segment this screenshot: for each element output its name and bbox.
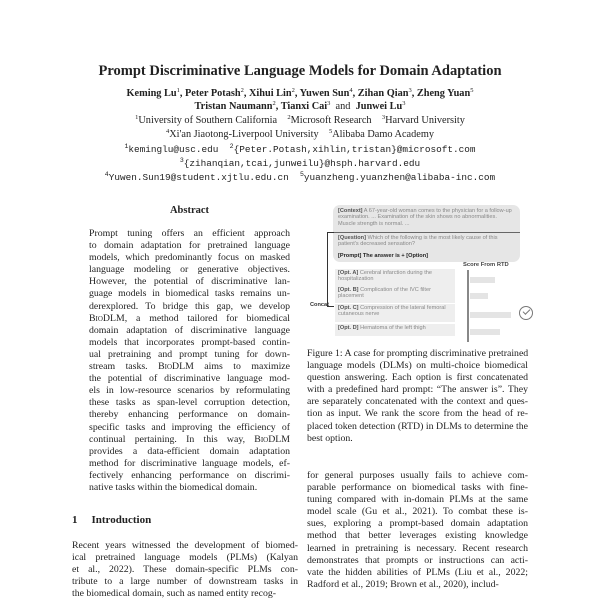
text-line: ual pretraining and prompt tuning for down- — [89, 348, 290, 360]
option-label: [Opt. C] — [338, 305, 359, 311]
entry-name: Alibaba Damo Academy — [332, 129, 434, 140]
separator — [319, 129, 329, 140]
separator — [277, 115, 287, 126]
prompt-option: [Option] — [406, 253, 428, 259]
option-label: [Opt. A] — [338, 270, 359, 276]
paper-title: Prompt Discriminative Language Models for Domain Adaptation — [98, 63, 502, 79]
separator: and — [330, 101, 356, 112]
text-line: sues, exploring a prompt-based domain adaptation — [307, 518, 528, 530]
emails-line-1 — [0, 144, 600, 155]
list-entry — [105, 172, 289, 183]
entry-name: yuanzheng.yuanzhen@alibaba-inc.com — [303, 172, 496, 183]
text-line: stream tasks. BioDLM aims to maximize — [89, 361, 290, 373]
entry-name: {Peter.Potash,xihlin,tristan}@microsoft.com — [233, 144, 476, 155]
entry-superscript: 3 — [179, 157, 184, 164]
emails-line-3 — [0, 172, 600, 183]
entry-name: Tianxi Cai — [280, 101, 328, 112]
context-body: A 67-year-old woman comes to the physician for a follow-up examination. ... Examination of the skin shows no abnormalities. Muscle strength is normal. ... — [338, 208, 512, 227]
question-body: Which of the following is the most likely cause of this patient's decreased sensation? — [338, 235, 498, 248]
text-line: model scale (Gu et al., 2021). To combat these is- — [307, 506, 528, 518]
score-bar-a — [470, 277, 495, 283]
context-divider — [333, 232, 520, 233]
context-label: [Context] — [338, 208, 363, 214]
text-line: with a predefined hard prompt: “The answer is”. They — [307, 384, 528, 396]
entry-name: Zheng Yuan — [416, 88, 471, 99]
prompt-body: The answer is + — [362, 253, 407, 259]
section-title: Introduction — [91, 514, 152, 526]
list-entry — [300, 88, 353, 99]
entry-superscript: 1 — [135, 114, 139, 121]
entry-name: Xihui Lin — [249, 88, 292, 99]
entry-superscript: 4 — [165, 128, 170, 135]
list-entry — [195, 101, 276, 112]
section-heading-introduction — [72, 514, 151, 526]
entry-name: Microsoft Research — [290, 115, 372, 126]
entry-name: Peter Potash — [185, 88, 241, 99]
text-line: guage models in biomedical tasks remains un- — [89, 288, 290, 300]
option-b — [335, 286, 455, 303]
text-line: Recent years witnessed the development of biomed- — [72, 540, 298, 551]
text-line: thereby enhancing performance on domain- — [89, 409, 290, 421]
affiliations-line-2 — [0, 129, 600, 140]
text-line: However, the potential of discriminative lan- — [89, 276, 290, 288]
list-entry — [124, 144, 218, 155]
authors-line-1 — [0, 88, 600, 99]
text-line: demonstrates that prompts or instructions can acti- — [307, 554, 528, 566]
separator: , — [243, 88, 249, 99]
separator — [289, 172, 300, 183]
option-text: Compression of the lateral femoral cutaneous nerve — [338, 305, 446, 318]
text-line: language models (DLMs) on multi-choice biomedical — [307, 360, 528, 372]
entry-name: Zihan Qian — [357, 88, 409, 99]
list-entry — [135, 115, 277, 126]
figure-caption — [307, 348, 528, 445]
list-entry — [185, 88, 244, 99]
abstract-body — [89, 228, 290, 494]
text-line: tion as input. We rank the score from the head of re- — [307, 408, 528, 420]
entry-superscript: 4 — [349, 87, 353, 94]
text-line: et al., 2022). These domain-specific PLMs con- — [72, 564, 298, 576]
text-line: learned in pretraining is necessary. Recent research — [307, 542, 528, 554]
entry-superscript: 4 — [104, 171, 109, 178]
list-entry — [230, 144, 476, 155]
separator: , — [411, 88, 417, 99]
text-line: fectively enhancing performance on discrimi- — [89, 469, 290, 481]
text-line: native tasks within the biomedical domain. — [89, 481, 258, 493]
list-entry — [166, 129, 319, 140]
text-line: derexplored. To bridge this gap, we develop — [89, 300, 290, 312]
text-line: best option. — [307, 432, 353, 444]
text-line: for general purposes usually fails to achieve com- — [307, 470, 528, 481]
text-line: the biomedical domain, such as named entity recog- — [72, 588, 277, 600]
list-entry — [249, 88, 295, 99]
entry-name: keminglu@usc.edu — [128, 144, 219, 155]
context-text — [338, 208, 516, 227]
text-line: Radford et al., 2019; Brown et al., 2020), includ- — [307, 578, 499, 590]
question-label: [Question] — [338, 235, 366, 241]
option-a — [335, 269, 455, 286]
affiliations-line-1 — [0, 115, 600, 126]
score-bar-d — [470, 329, 500, 335]
score-bar-b — [470, 293, 488, 299]
entry-superscript: 3 — [402, 100, 406, 107]
text-line: BioDLM, a method tailored for biomedical — [89, 312, 290, 324]
entry-superscript: 2 — [229, 143, 234, 150]
text-line: Prompt tuning offers an efficient approach — [89, 228, 290, 239]
text-line: provides a data-efficient domain adaptation — [89, 445, 290, 457]
score-heading: Score From RTD — [463, 262, 509, 268]
entry-name: Junwei Lu — [355, 101, 403, 112]
option-c — [335, 304, 455, 322]
entry-superscript: 5 — [328, 128, 333, 135]
entry-name: Yuwen Sun — [299, 88, 350, 99]
list-entry — [300, 172, 495, 183]
separator — [218, 144, 229, 155]
concat-label: Concat — [310, 302, 329, 308]
list-entry — [180, 158, 420, 169]
text-line: parable performance on biomedical tasks with fine- — [307, 482, 528, 494]
option-d — [335, 324, 455, 336]
text-line: els in low-resource scenarios by reformulating — [89, 385, 290, 397]
emails-line-2 — [0, 158, 600, 169]
option-label: [Opt. B] — [338, 287, 359, 293]
text-line: specific tasks and improving the efficiency of — [89, 421, 290, 433]
entry-superscript: 5 — [470, 87, 474, 94]
list-entry — [358, 88, 412, 99]
entry-superscript: 1 — [176, 87, 180, 94]
list-entry — [356, 101, 406, 112]
entry-name: Keming Lu — [126, 88, 177, 99]
right-column-body — [307, 470, 528, 591]
text-line: are separately concatenated with the context and ques- — [307, 396, 528, 408]
text-line: these tasks as span-level corruption detection, — [89, 397, 290, 409]
authors-line-2 — [0, 101, 600, 112]
option-label: [Opt. D] — [338, 325, 359, 331]
text-line: the potential of discriminative language mod- — [89, 373, 290, 385]
entry-superscript: 3 — [381, 114, 386, 121]
text-line: placed token detection (RTD) in DLMs to determine the — [307, 420, 528, 432]
entry-superscript: 2 — [272, 100, 276, 107]
option-text: Cerebral infarction during the hospitalization — [338, 270, 432, 283]
separator — [372, 115, 382, 126]
text-line: tribute to a large number of downstream tasks in — [72, 576, 298, 588]
abstract-heading: Abstract — [169, 205, 210, 216]
list-entry — [417, 88, 474, 99]
text-line: domain adaptation of discriminative language — [89, 324, 290, 336]
entry-name: {zihanqian,tcai,junweilu}@hsph.harvard.edu — [183, 158, 421, 169]
text-line: question answering. Each option is first concatenated — [307, 372, 528, 384]
introduction-body — [72, 540, 298, 600]
entry-superscript: 1 — [124, 143, 129, 150]
text-line: models, which predominantly focus on masked — [89, 252, 290, 264]
entry-name: Yuwen.Sun19@student.xjtlu.edu.cn — [108, 172, 289, 183]
entry-name: Tristan Naumann — [194, 101, 273, 112]
list-entry — [287, 115, 371, 126]
list-entry — [382, 115, 465, 126]
text-line: tuning compared with in-domain PLMs at the same — [307, 494, 528, 506]
concat-bracket-arrow — [327, 232, 334, 307]
entry-name: Xi'an Jiaotong-Liverpool University — [169, 129, 319, 140]
prompt-text — [338, 253, 428, 259]
separator: , — [352, 88, 358, 99]
text-line: to domain adaptation for pretrained language — [89, 240, 290, 252]
text-line: Figure 1: A case for prompting discriminative pretrained — [307, 348, 529, 359]
list-entry — [127, 88, 180, 99]
entry-name: Harvard University — [385, 115, 465, 126]
separator: , — [179, 88, 186, 99]
prompt-label: [Prompt] — [338, 253, 362, 259]
entry-superscript: 2 — [240, 87, 244, 94]
authors-line-2-names — [195, 101, 406, 112]
entry-superscript: 3 — [327, 100, 331, 107]
score-bar-c — [470, 312, 511, 318]
text-line: vate the hidden abilities of PLMs (Liu et al., 2022; — [307, 566, 528, 578]
text-line: method for discriminative language models, ef- — [89, 457, 290, 469]
list-entry — [329, 129, 434, 140]
text-line: continual pertaining. In this way, BioDLM — [89, 433, 290, 445]
entry-superscript: 3 — [408, 87, 412, 94]
separator: , — [294, 88, 300, 99]
score-axis — [467, 270, 469, 342]
entry-name: University of Southern California — [138, 115, 278, 126]
entry-superscript: 2 — [291, 87, 295, 94]
separator: , — [275, 101, 281, 112]
question-text — [338, 235, 516, 248]
text-line: models that incorporates prompt-based contin- — [89, 336, 290, 348]
check-circle-icon — [519, 306, 533, 320]
option-text: Hematoma of the left thigh — [358, 325, 426, 331]
entry-superscript: 5 — [300, 171, 304, 178]
entry-superscript: 2 — [287, 114, 291, 121]
text-line: ical pretrained language models (PLMs) (Kalyan — [72, 552, 298, 564]
text-line: language modeling or generative objectives. — [89, 264, 290, 276]
text-line: method that better leverages existing knowledge — [307, 530, 528, 542]
option-text: Complication of the IVC filter placement — [338, 287, 431, 300]
list-entry — [281, 101, 331, 112]
section-number: 1 — [72, 514, 78, 526]
